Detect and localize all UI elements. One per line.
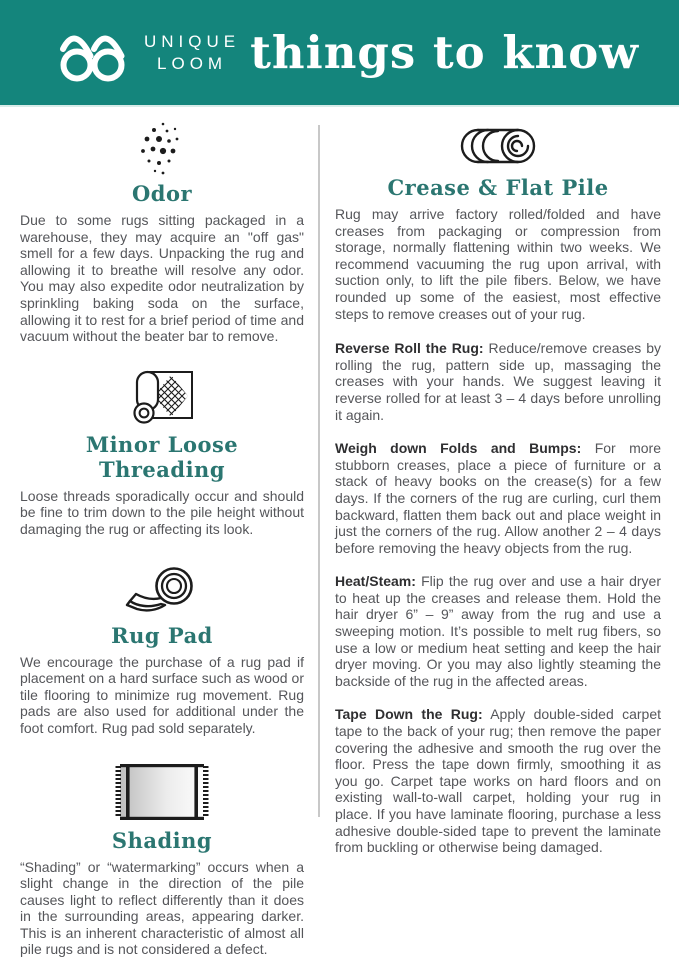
section-body-crease: Rug may arrive factory rolled/folded and have creases from packaging or compression from storage, normally flattening within two weeks. We recommend vacuuming the rug upon arrival, with suction only, to lift the pile fibers. Below, we have rounded up some of the easiest, most effective steps to remove creases out of your rug. (335, 206, 661, 322)
tip-heat-steam-body: Flip the rug over and use a hair dryer to heat up the creases and release them. Hold the hair dryer 6” – 9” away from the rug and use a sweeping motion. It’s possible to melt rug fibers, so use a low or medium heat setting and keep the hair dryer moving. Or you may also lightly steaming the backside of the rug in the affected areas. (335, 573, 661, 689)
section-body-odor: Due to some rugs sitting packaged in a warehouse, they may acquire an "off gas" smell for a few days. Unpacking the rug and allowing it to breathe will resolve any odor. You may also expedite odor neutralization by sprinkling baking soda on the surface, allowing it to rest for a brief period of time and vacuum without the beater bar to remove. (20, 212, 304, 345)
shaded-flat-rug-icon (20, 760, 304, 822)
odor-dots-icon (20, 121, 304, 175)
section-title-crease: Crease & Flat Pile (335, 175, 661, 200)
tip-weigh-down-label: Weigh down Folds and Bumps: (335, 440, 581, 456)
content-area (0, 107, 679, 822)
section-crease-flat-pile (335, 121, 661, 322)
unique-loom-logo-icon (56, 22, 130, 84)
section-body-rug-pad: We encourage the purchase of a rug pad if placement on a hard surface such as wood or tile flooring to minimize rug movement. Rug pads are also used for additional under the foot comfort. Rug pad sold separately. (20, 654, 304, 737)
creased-rolled-rug-icon (335, 121, 661, 169)
section-minor-loose-threading (20, 368, 304, 538)
tip-reverse-roll (335, 340, 661, 423)
partially-rolled-rug-icon (20, 368, 304, 426)
tip-tape-down-body: Apply double-sided carpet tape to the back of your rug; then remove the paper covering the adhesive and smooth the rug over the floor. Press the tape down firmly, smoothing it as you go. Carpet tape works on hard floors and on existing wall-to-wall carpet, holding your rug in place. If you have laminate flooring, purchase a less adhesive double-sided tape to prevent the laminate from buckling or otherwise being damaged. (335, 706, 661, 855)
section-title-threading: Minor Loose Threading (20, 432, 304, 482)
tip-tape-down-label: Tape Down the Rug: (335, 706, 483, 722)
section-title-odor: Odor (20, 181, 304, 206)
page-title: things to know (240, 26, 649, 79)
brand-logo (56, 22, 240, 84)
tip-heat-steam (335, 573, 661, 689)
right-column (320, 121, 679, 822)
tip-tape-down (335, 706, 661, 855)
brand-line2: LOOM (144, 53, 240, 74)
section-body-shading: “Shading” or “watermarking” occurs when a slight change in the direction of the pile causes light to reflect differently than it does in the surrounding areas, appearing darker. This is an inherent characteristic of almost all pile rugs and is not considered a defect. (20, 859, 304, 958)
brand-line1: UNIQUE (144, 31, 240, 52)
section-title-shading: Shading (20, 828, 304, 853)
header-band (0, 0, 679, 107)
section-odor (20, 121, 304, 345)
tip-reverse-roll-label: Reverse Roll the Rug: (335, 340, 484, 356)
tip-weigh-down-body: For more stubborn creases, place a piece of furniture or a stack of heavy books on the crease(s) for a few days. If the corners of the rug are curling, curl them backward, flatten them back out and place weight in just the corners of the rug. Allow another 2 – 4 days before removing the heavy objects from the rug. (335, 440, 661, 556)
tip-reverse-roll-body: Reduce/remove creases by rolling the rug, pattern side up, massaging the creases with your hands. We suggest leaving it reverse rolled for at least 3 – 4 days before unrolling it again. (335, 340, 661, 422)
brand-name (144, 31, 240, 74)
rug-pad-roll-icon (20, 561, 304, 617)
tip-weigh-down (335, 440, 661, 556)
section-title-rug-pad: Rug Pad (20, 623, 304, 648)
left-column (0, 121, 318, 822)
tip-heat-steam-label: Heat/Steam: (335, 573, 416, 589)
section-body-threading: Loose threads sporadically occur and should be fine to trim down to the pile height without damaging the rug or affecting its look. (20, 488, 304, 538)
section-shading (20, 760, 304, 958)
section-rug-pad (20, 561, 304, 737)
